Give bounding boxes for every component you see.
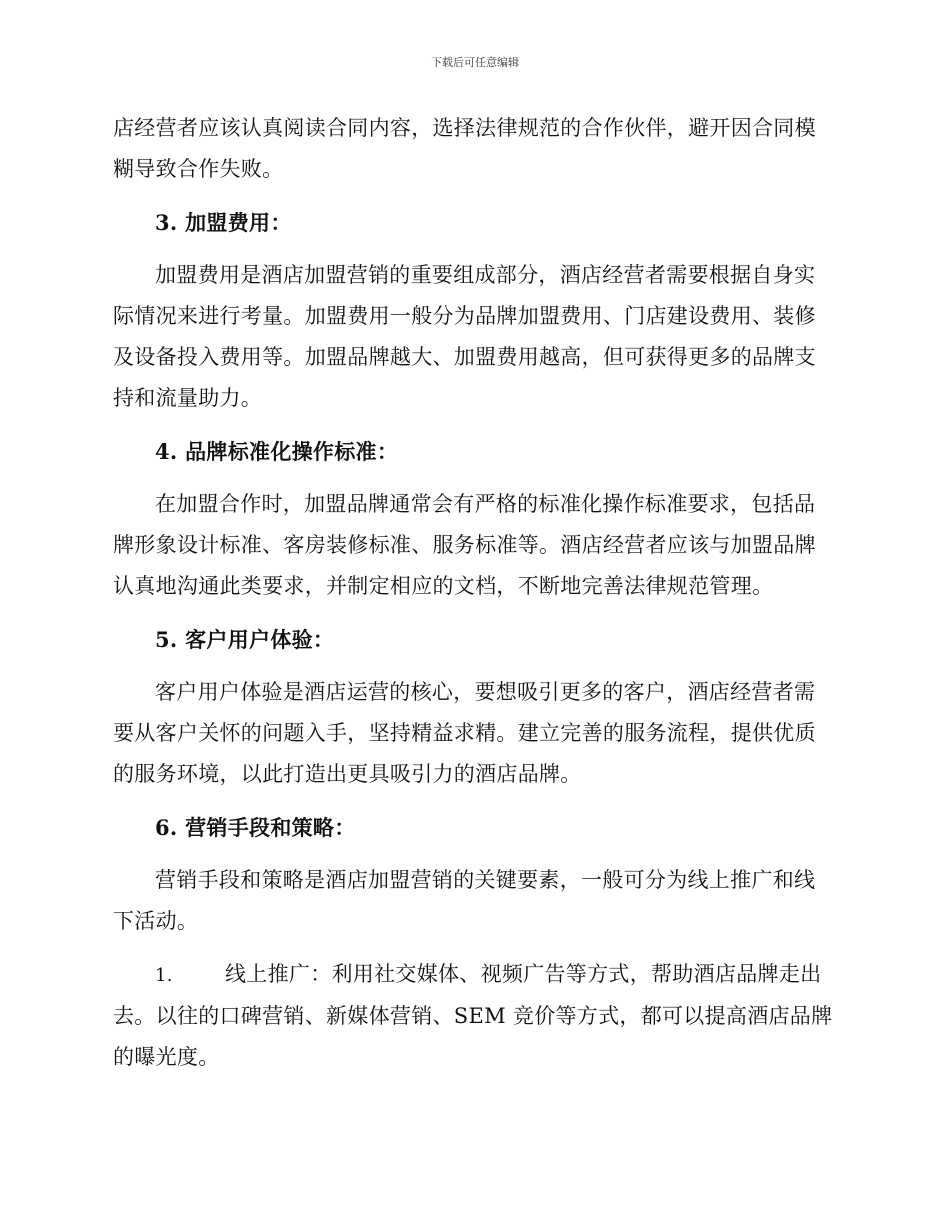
heading-franchise-fee: 3. 加盟费用： [155, 210, 292, 235]
paragraph-contract-continued: 店经营者应该认真阅读合同内容，选择法律规范的合作伙伴，避开因合同模糊导致合作失败。 [113, 116, 816, 181]
paragraph-marketing-strategy: 营销手段和策略是酒店加盟营销的关键要素，一般可分为线上推广和线下活动。 [113, 868, 816, 933]
document-body [113, 108, 833, 1078]
page-header: 下载后可任意编辑 [431, 56, 519, 69]
heading-customer-experience: 5. 客户用户体验： [155, 627, 335, 652]
paragraph-brand-standards: 在加盟合作时，加盟品牌通常会有严格的标准化操作标准要求，包括品牌形象设计标准、客房装修标准、服务标准等。酒店经营者应该与加盟品牌认真地沟通此类要求，并制定相应的文档，不断地完善法律规范管理。 [113, 492, 816, 598]
paragraph-customer-experience: 客户用户体验是酒店运营的核心，要想吸引更多的客户，酒店经营者需要从客户关怀的问题入手，坚持精益求精。建立完善的服务流程，提供优质的服务环境，以此打造出更具吸引力的酒店品牌。 [113, 680, 816, 786]
heading-marketing-strategy: 6. 营销手段和策略： [155, 815, 356, 840]
list-item-text: 线上推广：利用社交媒体、视频广告等方式，帮助酒店品牌走出去。以往的口碑营销、新媒体营销、SEM 竞价等方式，都可以提高酒店品牌的曝光度。 [113, 962, 833, 1069]
list-item-number: 1. [155, 965, 173, 986]
heading-brand-standards: 4. 品牌标准化操作标准： [155, 439, 399, 464]
paragraph-franchise-fee: 加盟费用是酒店加盟营销的重要组成部分，酒店经营者需要根据自身实际情况来进行考量。加盟费用一般分为品牌加盟费用、门店建设费用、装修及设备投入费用等。加盟品牌越大、加盟费用越高，但可获得更多的品牌支持和流量助力。 [113, 263, 816, 410]
list-item-online-promotion [113, 954, 833, 1078]
